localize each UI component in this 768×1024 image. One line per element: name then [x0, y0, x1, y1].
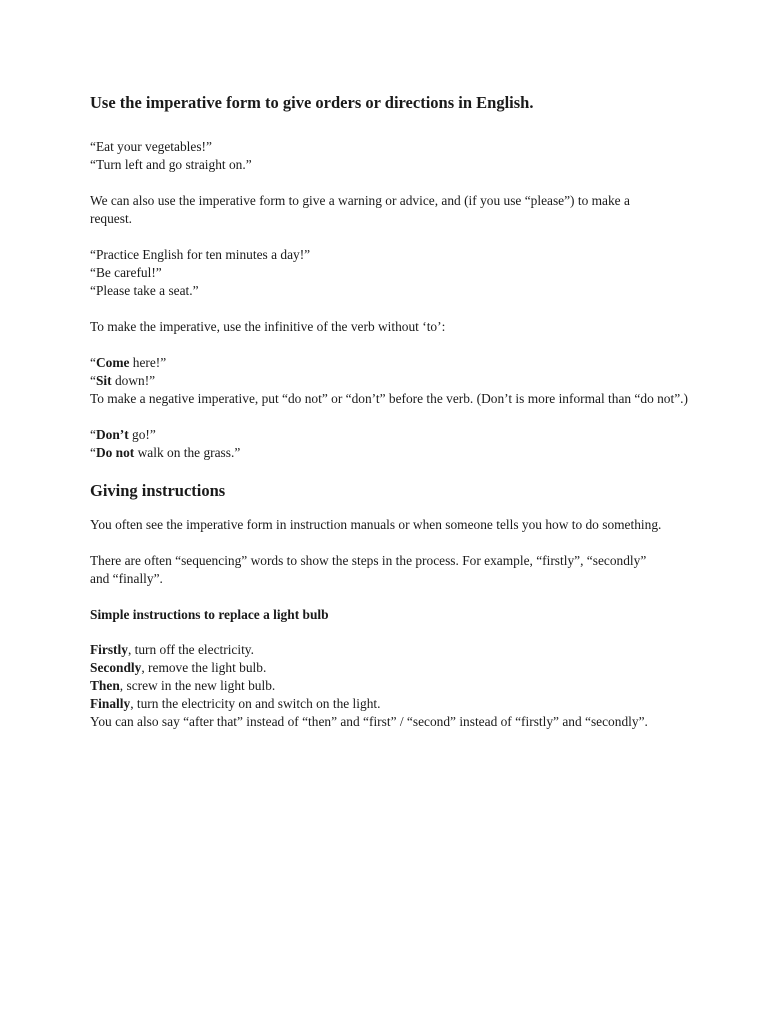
- paragraph-text: You often see the imperative form in instruction manuals or when someone tells you how to do something.: [90, 517, 662, 532]
- sequence-word: Firstly: [90, 642, 128, 657]
- quote-open: “: [90, 373, 96, 388]
- paragraph-make: [90, 318, 690, 336]
- sequence-word: Then: [90, 678, 120, 693]
- paragraph-sequencing: [90, 552, 690, 588]
- section-heading: Giving instructions: [90, 481, 226, 500]
- example-rest: down!”: [111, 373, 156, 388]
- paragraph-text: To make the imperative, use the infinitive of the verb without ‘to’:: [90, 319, 446, 334]
- subheading: Simple instructions to replace a light bulb: [90, 607, 329, 622]
- examples-advice: [90, 246, 690, 300]
- bold-verb: Don’t: [95, 427, 129, 442]
- examples-negative: [90, 426, 690, 462]
- page-title: Use the imperative form to give orders or directions in English.: [90, 93, 534, 112]
- sequence-word: Finally: [90, 696, 131, 711]
- example-line: [90, 354, 690, 372]
- sequence-word: Secondly: [90, 660, 142, 675]
- bold-verb: Sit: [95, 373, 112, 388]
- bold-verb: Do not: [95, 445, 135, 460]
- step-line: [90, 677, 690, 695]
- paragraph-text: To make a negative imperative, put “do not” or “don’t” before the verb. (Don’t is more informal than “do not”.): [90, 391, 688, 406]
- quote-open: “: [90, 427, 96, 442]
- example-line: “Please take a seat.”: [90, 283, 199, 298]
- example-rest: go!”: [128, 427, 156, 442]
- step-text: , screw in the new light bulb.: [119, 678, 276, 693]
- step-line: [90, 641, 690, 659]
- paragraph-warning: [90, 192, 690, 228]
- step-text: , turn the electricity on and switch on the light.: [130, 696, 381, 711]
- example-line: “Eat your vegetables!”: [90, 139, 212, 154]
- bold-verb: Come: [95, 355, 130, 370]
- document-page: [90, 92, 690, 749]
- example-line: [90, 444, 690, 462]
- instruction-steps: [90, 641, 690, 731]
- paragraph-text: There are often “sequencing” words to show the steps in the process. For example, “firstly”, “secondly” and “finally”.: [90, 553, 647, 586]
- examples-orders: [90, 138, 690, 174]
- example-line: “Practice English for ten minutes a day!”: [90, 247, 311, 262]
- example-rest: walk on the grass.”: [134, 445, 241, 460]
- examples-commands: [90, 354, 690, 408]
- step-line: [90, 695, 690, 713]
- paragraph-text: You can also say “after that” instead of “then” and “first” / “second” instead of “firstly” and “secondly”.: [90, 714, 648, 729]
- quote-open: “: [90, 355, 96, 370]
- example-line: “Be careful!”: [90, 265, 162, 280]
- example-line: [90, 372, 690, 390]
- quote-open: “: [90, 445, 96, 460]
- step-text: , remove the light bulb.: [141, 660, 267, 675]
- step-line: [90, 659, 690, 677]
- example-rest: here!”: [129, 355, 167, 370]
- example-line: [90, 426, 690, 444]
- paragraph-manuals: [90, 516, 690, 534]
- paragraph-text: We can also use the imperative form to give a warning or advice, and (if you use “please”) to make a request.: [90, 193, 630, 226]
- step-text: , turn off the electricity.: [127, 642, 254, 657]
- example-line: “Turn left and go straight on.”: [90, 157, 252, 172]
